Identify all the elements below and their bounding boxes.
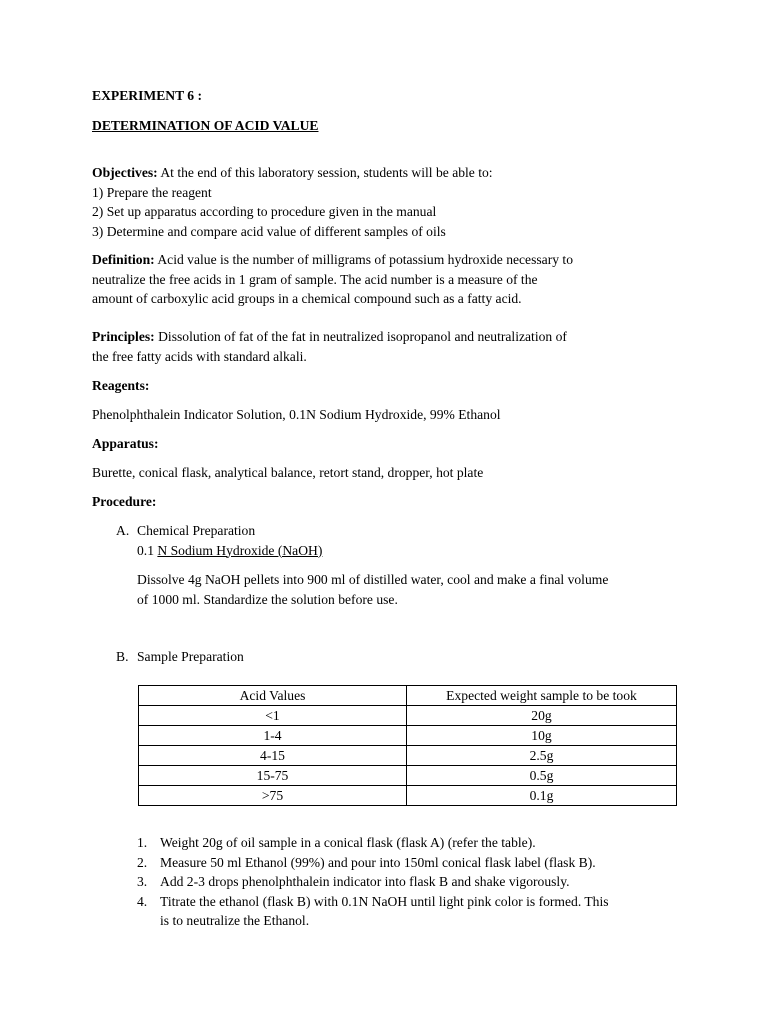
procedure-item-a: A. <box>116 523 130 538</box>
objectives-intro: Objectives: At the end of this laboratory session, students will be able to: <box>92 165 493 180</box>
naoh-instructions: Dissolve 4g NaOH pellets into 900 ml of distilled water, cool and make a final volume of 1000 ml. Standardize the solution before use. <box>137 572 609 607</box>
table-cell: 1-4 <box>139 726 407 746</box>
chemical-preparation: Chemical Preparation 0.1 N Sodium Hydroxide (NaOH) <box>137 523 323 558</box>
list-item: 2. Measure 50 ml Ethanol (99%) and pour into 150ml conical flask label (flask B). <box>137 854 596 870</box>
table-cell: >75 <box>139 786 407 806</box>
principles-section: Principles: Dissolution of fat of the fat in neutralized isopropanol and neutralization of the free fatty acids with standard alkali. <box>92 329 567 364</box>
objectives-section <box>92 163 692 241</box>
table-cell: <1 <box>139 706 407 726</box>
sample-preparation-title: Sample Preparation <box>137 649 244 664</box>
table-cell: 0.1g <box>407 786 677 806</box>
procedure-item-b: B. <box>116 649 129 664</box>
list-item: 1. Weight 20g of oil sample in a conical flask (flask A) (refer the table). <box>137 835 536 850</box>
list-item: 3. Add 2-3 drops phenolphthalein indicator into flask B and shake vigorously. <box>137 874 570 890</box>
procedure-heading: Procedure: <box>92 494 157 509</box>
table-row <box>139 746 677 766</box>
table-row <box>139 786 677 806</box>
list-item: 4. Titrate the ethanol (flask B) with 0.1N NaOH until light pink color is formed. This is to neutralize the Ethanol. <box>137 893 609 929</box>
objective-item: 2) Set up apparatus according to procedure given in the manual <box>92 204 437 220</box>
objective-item: 3) Determine and compare acid value of different samples of oils <box>92 223 446 239</box>
objective-item: 1) Prepare the reagent <box>92 184 212 200</box>
table-cell: 10g <box>407 726 677 746</box>
experiment-heading: EXPERIMENT 6 : <box>92 88 203 103</box>
sample-weight-table <box>138 685 677 806</box>
definition-section: Definition: Acid value is the number of milligrams of potassium hydroxide necessary to neutralize the free acids in 1 gram of sample. The acid number is a measure of the amount of carboxylic acid groups in a chemical compound such as a fatty acid. <box>92 252 573 307</box>
table-row <box>139 766 677 786</box>
apparatus-heading: Apparatus: <box>92 436 159 451</box>
reagents-text: Phenolphthalein Indicator Solution, 0.1N Sodium Hydroxide, 99% Ethanol <box>92 407 501 422</box>
procedure-steps <box>137 833 697 931</box>
apparatus-text: Burette, conical flask, analytical balance, retort stand, dropper, hot plate <box>92 465 484 480</box>
table-header-row <box>139 686 677 706</box>
column-header: Acid Values <box>139 686 407 706</box>
table-row <box>139 726 677 746</box>
table-cell: 0.5g <box>407 766 677 786</box>
table-cell: 15-75 <box>139 766 407 786</box>
table-row <box>139 706 677 726</box>
table-cell: 4-15 <box>139 746 407 766</box>
table-cell: 2.5g <box>407 746 677 766</box>
reagents-heading: Reagents: <box>92 378 150 393</box>
document-title: DETERMINATION OF ACID VALUE <box>92 118 319 133</box>
column-header: Expected weight sample to be took <box>407 686 677 706</box>
table-cell: 20g <box>407 706 677 726</box>
